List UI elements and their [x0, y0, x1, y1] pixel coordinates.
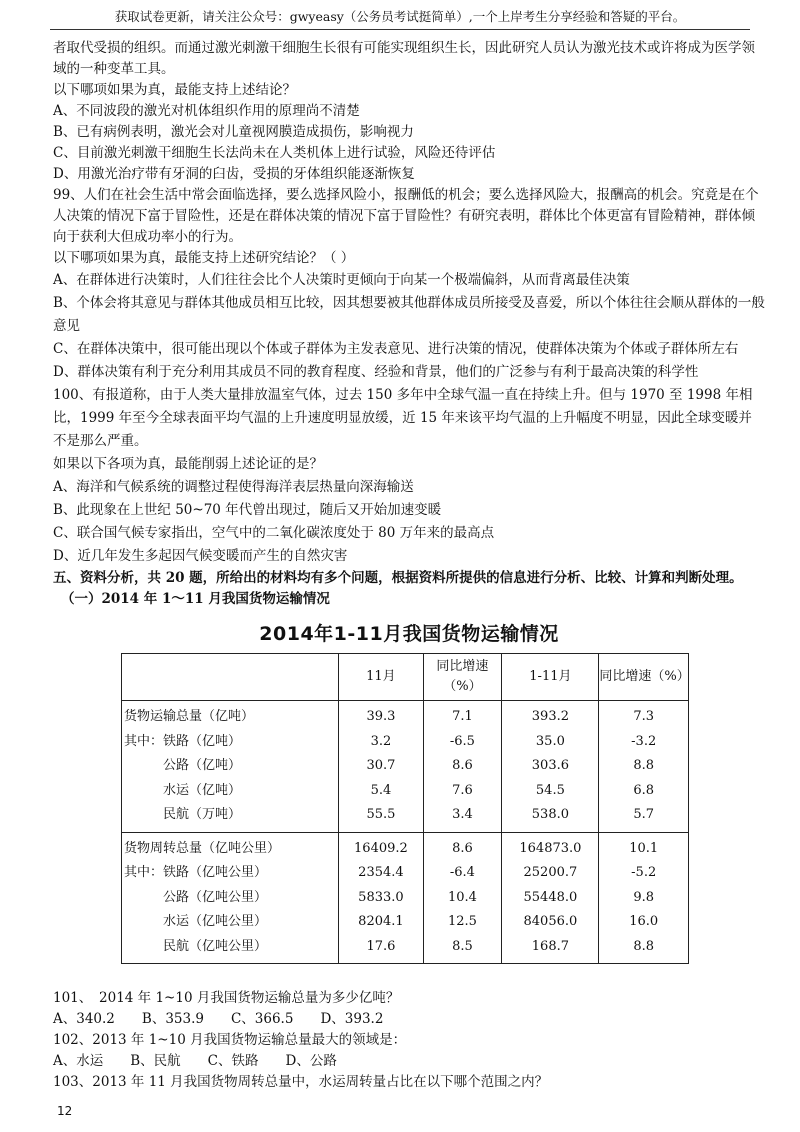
table-title: 2014年1-11月我国货物运输情况	[259, 623, 559, 645]
q99-option-a: A、在群体进行决策时，人们往往会比个人决策时更倾向于向某一个极端偏斜，从而背离最佳决策	[53, 272, 630, 288]
table-header-cell	[122, 654, 339, 701]
table-cell: 7.3	[599, 701, 689, 730]
table-row	[122, 861, 689, 886]
header-divider	[50, 29, 750, 30]
freight-turnover-group	[122, 832, 689, 964]
table-cell: 9.8	[599, 886, 689, 911]
q99-prompt: 以下哪项如果为真，最能支持上述研究结论？（ ）	[53, 250, 355, 266]
q100-prompt: 如果以下各项为真，最能削弱上述论证的是？	[53, 456, 323, 472]
intro-option-a: A、不同波段的激光对机体组织作用的原理尚不清楚	[53, 103, 360, 119]
table-row	[122, 701, 689, 730]
table-cell: 货物周转总量（亿吨公里）	[122, 832, 339, 861]
table-header-cell: 11月	[339, 654, 423, 701]
table-cell: 10.1	[599, 832, 689, 861]
table-cell: -6.4	[423, 861, 502, 886]
table-cell: 8.5	[423, 935, 502, 964]
table-header-cell: 同比增速（%）	[423, 654, 502, 701]
table-cell: 84056.0	[502, 910, 599, 935]
table-cell: 16409.2	[339, 832, 423, 861]
table-cell: 8.6	[423, 754, 502, 779]
table-row	[122, 754, 689, 779]
table-cell: 其中：铁路（亿吨）	[122, 730, 339, 755]
q99-option-b: B、个体会将其意见与群体其他成员相互比较，因其想要被其他群体成员所接受及喜爱，所以个体往往会顺从群体的一般意见	[53, 295, 765, 334]
table-cell: 393.2	[502, 701, 599, 730]
table-cell: 168.7	[502, 935, 599, 964]
table-cell: 8.8	[599, 935, 689, 964]
table-cell: 303.6	[502, 754, 599, 779]
q100-option-a: A、海洋和气候系统的调整过程使得海洋表层热量向深海输送	[53, 479, 414, 495]
q103-stem: 103、2013 年 11 月我国货物周转总量中，水运周转量占比在以下哪个范围之内？	[53, 1074, 549, 1090]
table-cell: 6.8	[599, 779, 689, 804]
section-subheading: （一）2014 年 1～11 月我国货物运输情况	[61, 591, 330, 607]
table-row	[122, 779, 689, 804]
table-cell: 17.6	[339, 935, 423, 964]
intro-option-b: B、已有病例表明，激光会对儿童视网膜造成损伤，影响视力	[53, 124, 414, 140]
questions-block	[53, 988, 765, 1093]
table-cell: 民航（亿吨公里）	[122, 935, 339, 964]
q100-option-d: D、近几年发生多起因气候变暖而产生的自然灾害	[53, 548, 348, 564]
table-cell: 5.4	[339, 779, 423, 804]
freight-table	[121, 653, 689, 964]
table-cell: 164873.0	[502, 832, 599, 861]
table-row	[122, 832, 689, 861]
q102-stem: 102、2013 年 1~10 月我国货物运输总量最大的领域是：	[53, 1032, 407, 1048]
table-cell: 12.5	[423, 910, 502, 935]
table-cell: 8204.1	[339, 910, 423, 935]
table-row	[122, 910, 689, 935]
intro-prompt: 以下哪项如果为真，最能支持上述结论？	[53, 82, 296, 98]
q100-stem: 100、有报道称，由于人类大量排放温室气体，过去 150 多年中全球气温一直在持续上升。但与 1970 至 1998 年相比，1999 年至今全球表面平均气温的上升速度明显放缓，近 15 年来该平均气温的上升幅度不明显，因此全球变暖并不是那么严重。	[53, 387, 753, 449]
table-cell: 30.7	[339, 754, 423, 779]
table-cell: 5833.0	[339, 886, 423, 911]
table-header-cell: 同比增速（%）	[599, 654, 689, 701]
intro-option-d: D、用激光治疗带有牙洞的臼齿，受损的牙体组织能逐渐恢复	[53, 166, 415, 182]
table-cell: 3.2	[339, 730, 423, 755]
q101-stem: 101、 2014 年 1~10 月我国货物运输总量为多少亿吨？	[53, 990, 400, 1006]
table-cell: 公路（亿吨公里）	[122, 886, 339, 911]
q100-option-c: C、联合国气候专家指出，空气中的二氧化碳浓度处于 80 万年来的最高点	[53, 525, 495, 541]
q99-option-d: D、群体决策有利于充分利用其成员不同的教育程度、经验和背景，他们的广泛参与有利于最高决策的科学性	[53, 364, 699, 380]
q100-option-b: B、此现象在上世纪 50~70 年代曾出现过，随后又开始加速变暖	[53, 502, 442, 518]
table-header-cell: 1-11月	[502, 654, 599, 701]
table-cell: 水运（亿吨公里）	[122, 910, 339, 935]
table-cell: 3.4	[423, 803, 502, 832]
table-cell: 8.8	[599, 754, 689, 779]
table-row	[122, 730, 689, 755]
table-cell: 7.6	[423, 779, 502, 804]
page-number: 12	[57, 1104, 73, 1118]
table-cell: 55448.0	[502, 886, 599, 911]
table-cell: -3.2	[599, 730, 689, 755]
freight-volume-group	[122, 701, 689, 833]
table-cell: 16.0	[599, 910, 689, 935]
table-cell: 公路（亿吨）	[122, 754, 339, 779]
table-cell: 8.6	[423, 832, 502, 861]
table-cell: 10.4	[423, 886, 502, 911]
document-body	[53, 38, 765, 1093]
q99-option-c: C、在群体决策中，很可能出现以个体或子群体为主发表意见、进行决策的情况，使群体决策为个体或子群体所左右	[53, 341, 739, 357]
intro-text: 者取代受损的组织。而通过激光刺激干细胞生长很有可能实现组织生长，因此研究人员认为激光技术或许将成为医学领域的一种变革工具。	[53, 40, 755, 77]
table-cell: 35.0	[502, 730, 599, 755]
table-cell: -5.2	[599, 861, 689, 886]
intro-option-c: C、目前激光刺激干细胞生长法尚未在人类机体上进行试验，风险还待评估	[53, 145, 496, 161]
table-cell: 5.7	[599, 803, 689, 832]
section-heading: 五、资料分析，共 20 题，所给出的材料均有多个问题，根据资料所提供的信息进行分析、比较、计算和判断处理。	[53, 570, 743, 586]
page-header: 获取试卷更新，请关注公众号：gwyeasy（公务员考试挺简单）,一个上岸考生分享经验和答疑的平台。	[114, 9, 686, 24]
table-cell: 民航（万吨）	[122, 803, 339, 832]
table-row	[122, 886, 689, 911]
table-cell: 水运（亿吨）	[122, 779, 339, 804]
table-cell: 7.1	[423, 701, 502, 730]
table-cell: 538.0	[502, 803, 599, 832]
table-row	[122, 935, 689, 964]
table-cell: 54.5	[502, 779, 599, 804]
table-cell: 25200.7	[502, 861, 599, 886]
q101-options: A、340.2 B、353.9 C、366.5 D、393.2	[53, 1011, 384, 1027]
table-header-row	[122, 654, 689, 701]
q99-stem: 99、人们在社会生活中常会面临选择，要么选择风险小，报酬低的机会；要么选择风险大，报酬高的机会。究竟是在个人决策的情况下富于冒险性，还是在群体决策的情况下富于冒险性？有研究表明，群体比个体更富有冒险精神，群体倾向于获利大但成功率小的行为。	[53, 187, 759, 245]
table-cell: 39.3	[339, 701, 423, 730]
q102-options: A、水运 B、民航 C、铁路 D、公路	[53, 1053, 337, 1069]
table-cell: 其中：铁路（亿吨公里）	[122, 861, 339, 886]
table-row	[122, 803, 689, 832]
table-cell: 55.5	[339, 803, 423, 832]
table-cell: 货物运输总量（亿吨）	[122, 701, 339, 730]
table-cell: 2354.4	[339, 861, 423, 886]
table-cell: -6.5	[423, 730, 502, 755]
